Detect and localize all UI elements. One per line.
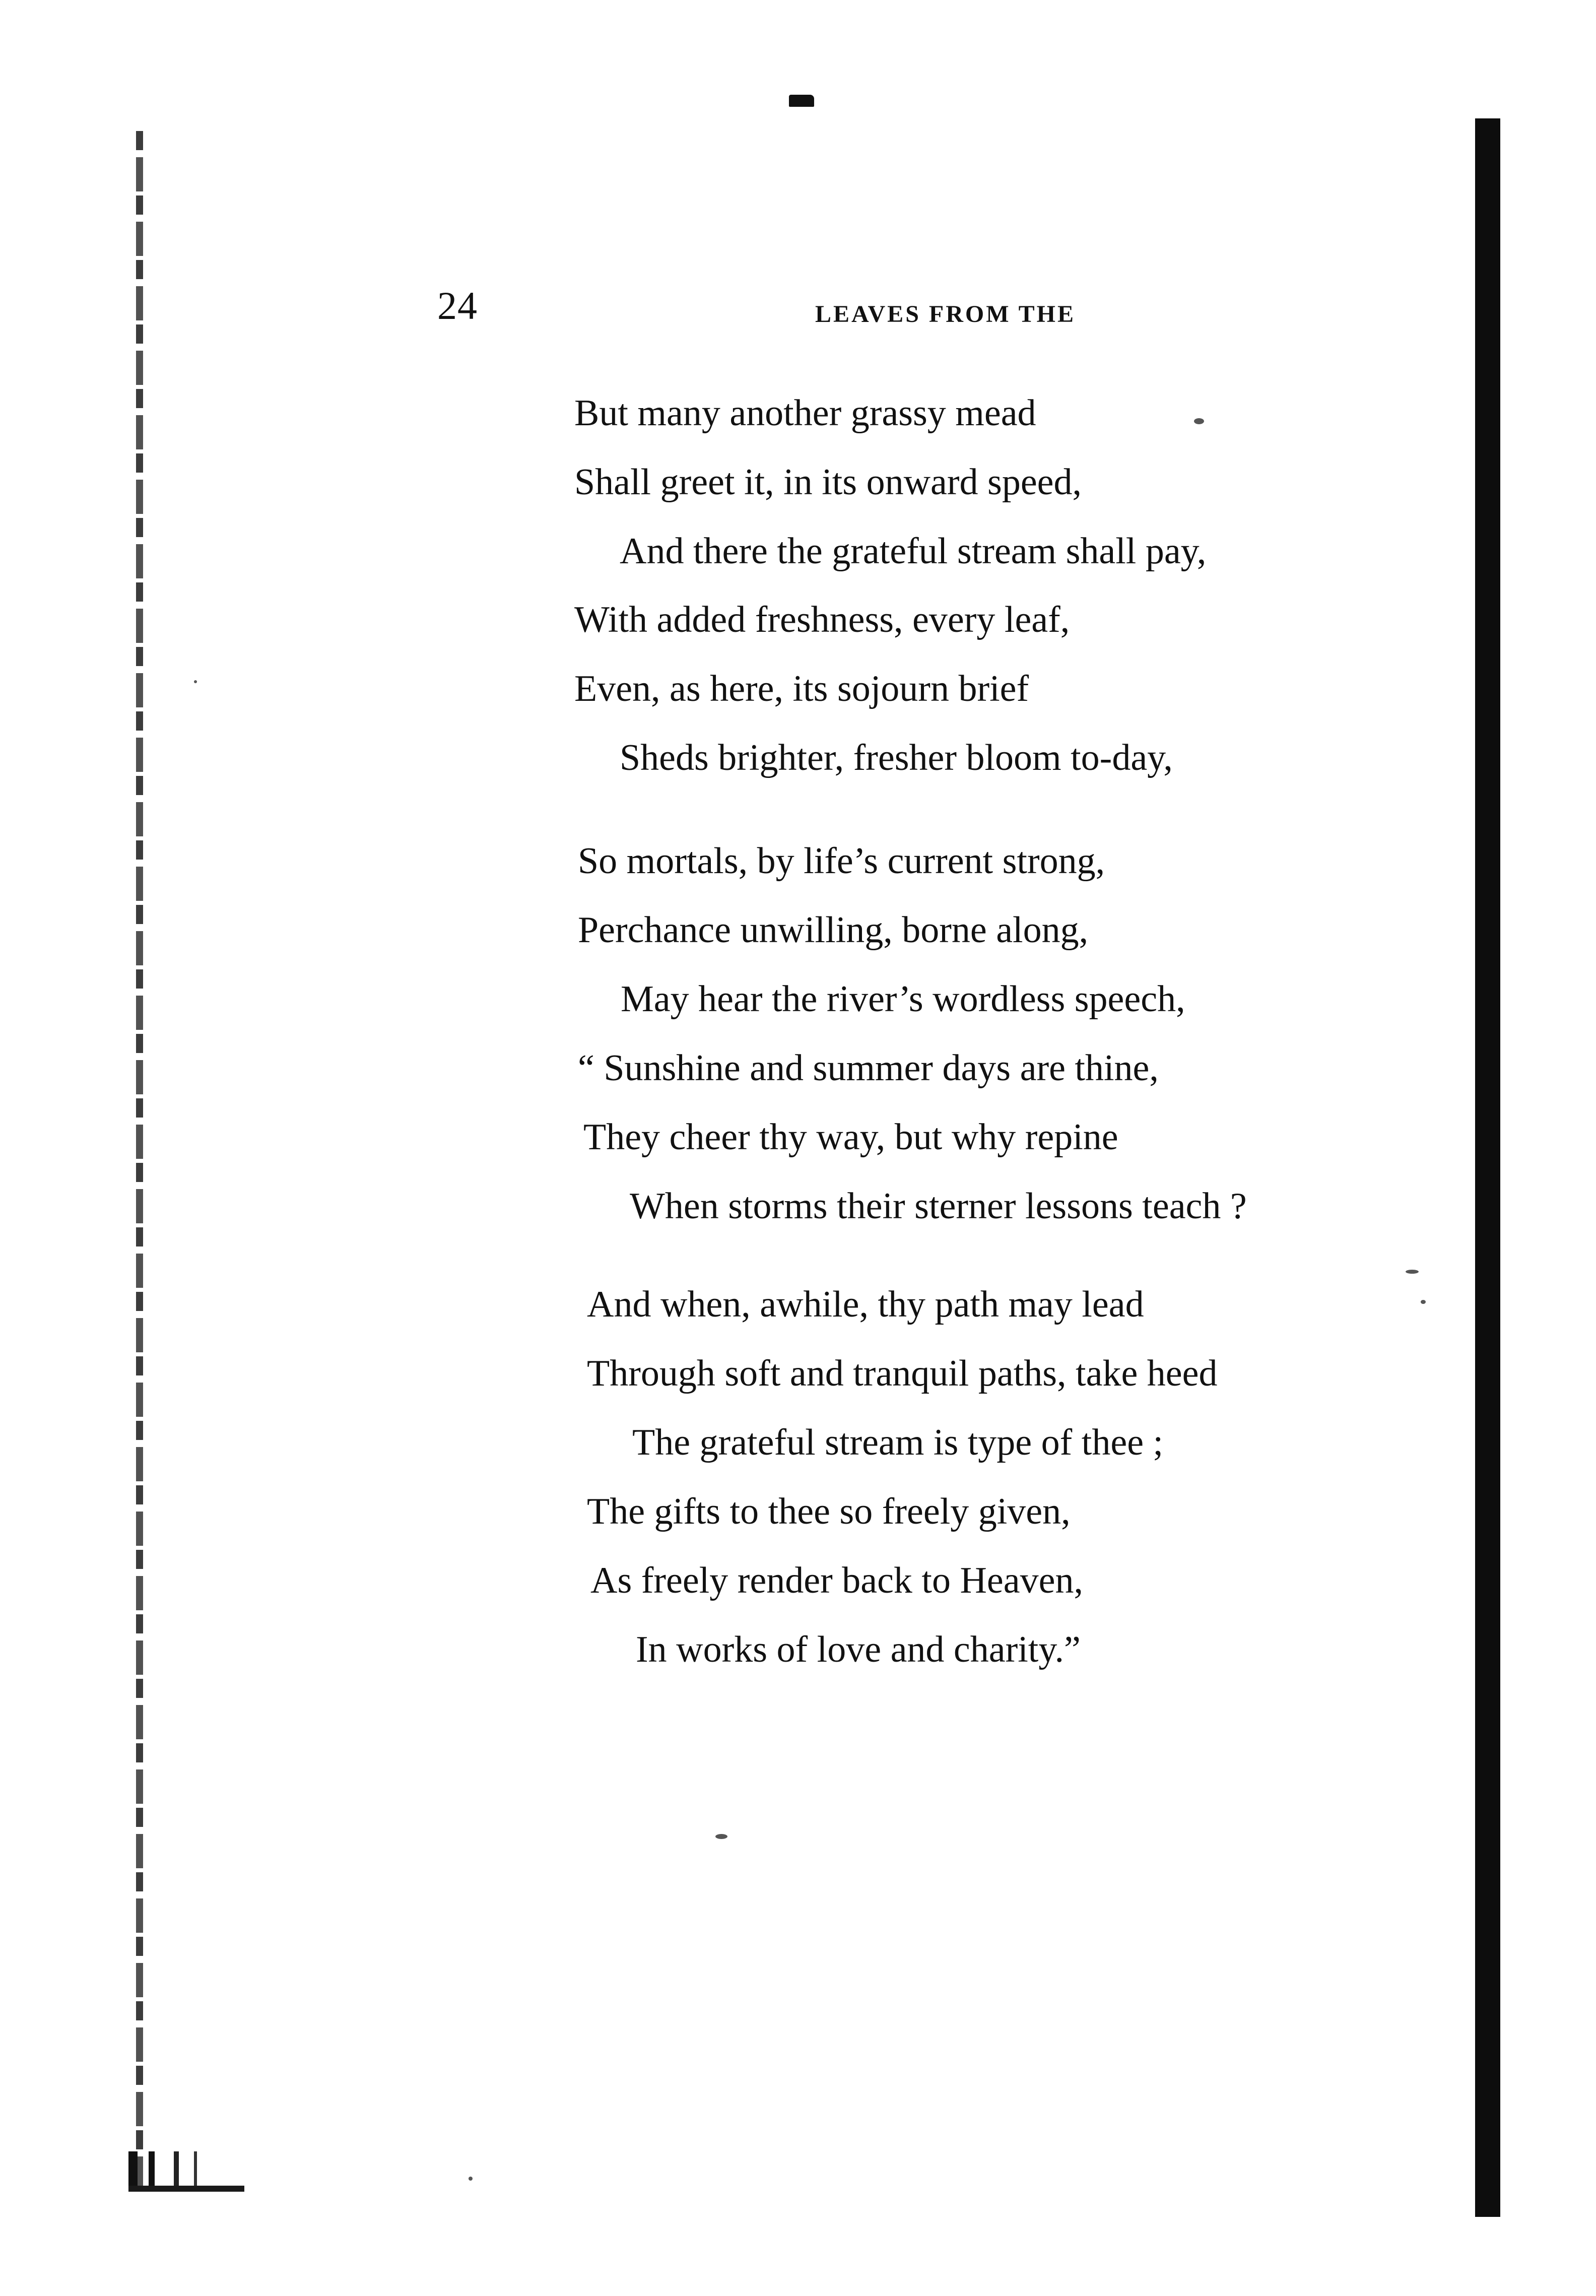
scan-speck [1421, 1300, 1426, 1304]
verse-line: When storms their sterner lessons teach ? [630, 1186, 1247, 1227]
scan-speck [1406, 1270, 1419, 1274]
verse-line: They cheer thy way, but why repine [583, 1117, 1118, 1158]
verse-line: The gifts to thee so freely given, [587, 1491, 1071, 1532]
binding-edge-foot [128, 2151, 244, 2192]
verse-line: Even, as here, its sojourn brief [574, 668, 1029, 709]
verse-line: And there the grateful stream shall pay, [620, 531, 1207, 572]
verse-line: And when, awhile, thy path may lead [587, 1284, 1144, 1325]
scan-speck [1194, 418, 1204, 424]
verse-line: May hear the river’s wordless speech, [621, 978, 1185, 1020]
binding-edge [136, 131, 143, 2192]
scan-mark [789, 95, 814, 107]
verse-line: Through soft and tranquil paths, take heed [587, 1353, 1218, 1394]
verse-line: With added freshness, every leaf, [574, 599, 1070, 640]
scan-speck [715, 1834, 727, 1839]
running-head: LEAVES FROM THE [815, 301, 1076, 327]
verse-line: Sheds brighter, fresher bloom to-day, [620, 737, 1173, 778]
verse-line: “ Sunshine and summer days are thine, [578, 1047, 1159, 1089]
verse-line: But many another grassy mead [574, 392, 1036, 434]
scan-edge-bar [1475, 118, 1500, 2217]
verse-line: Shall greet it, in its onward speed, [574, 462, 1082, 503]
verse-line: The grateful stream is type of thee ; [632, 1422, 1164, 1463]
verse-line: So mortals, by life’s current strong, [578, 840, 1105, 882]
verse-line: Perchance unwilling, borne along, [578, 909, 1089, 951]
scan-speck [469, 2177, 473, 2181]
page-number: 24 [437, 284, 478, 327]
scan-speck [194, 680, 197, 683]
verse-line: As freely render back to Heaven, [590, 1560, 1083, 1601]
verse-line: In works of love and charity.” [636, 1629, 1081, 1670]
